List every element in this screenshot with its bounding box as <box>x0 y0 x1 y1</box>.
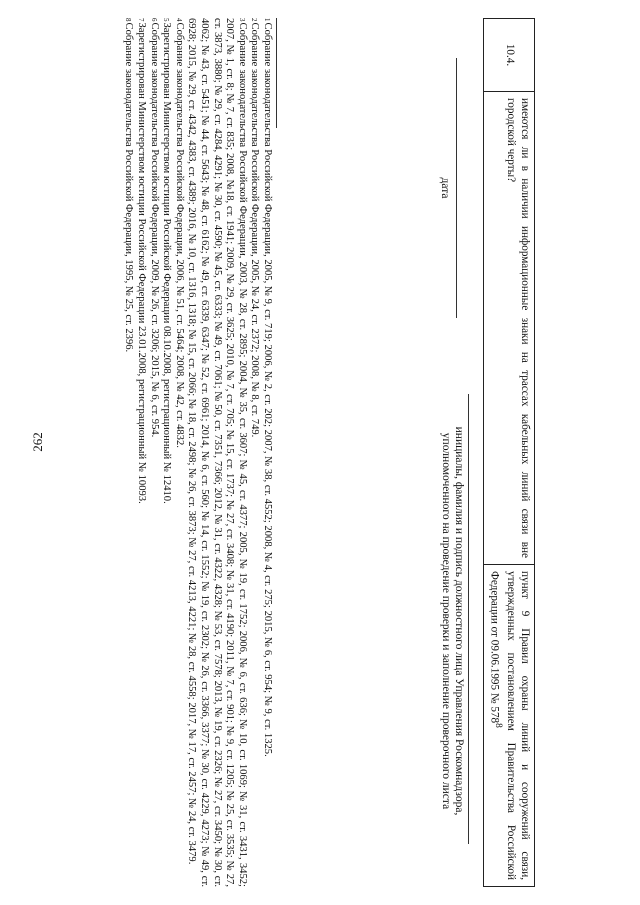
item-reference-footnote-marker: 8 <box>493 723 503 728</box>
item-number: 10.4. <box>483 19 534 92</box>
footnote: $^7$Зарегистрирован Министерством юстиции Российской Федерации 23.01.2008, регистрационный № 10093. <box>136 18 148 504</box>
item-reference-text: пункт 9 Правил охраны линий и сооружений связи, утвержденных постановлением Правительства Российской Федерации от 09.06.1995 № 578 <box>488 571 531 880</box>
footnote: $^3$Собрание законодательства Российской Федерации, 2003, № 28, ст. 2895; 2004, № 35, ст. 3607; № 45, ст. 4377; 2005, № 19, ст. 1752; 2006, № 6, ст. 636; № 10, ст. 1069; № 31, ст. 3431, 3452; 2007, № 1, ст. 8; № 7, ст. 835; 2008, №18, ст. 1941; 2009, № 29, ст. 3625; 2010, № 7, ст. 705; № 15, ст. 1737; № 27, ст. 3408; № 31, ст. 4190; 2011, № 7, ст. 901; № 9, ст. 1205; № 25, ст. 3535; № 27, ст. 3873, 3880; № 29, ст. 4284, 4291; № 30, ст. 4590; № 45, ст. 6333; № 49, ст. 7061; № 50, ст. 7351, 7366; 2012, № 31, ст. 4322, 4328; № 53, ст. 7578; 2013, № 19, ст. 2326; № 27, ст. 3450; № 30, ст. 4062; № 43, ст. 5451; № 44, ст. 5643; № 48, ст. 6162; № 49, ст. 6339, 6347; № 52, ст. 6961; 2014, № 6, ст. 560; № 14, ст. 1552; № 19, ст. 2302; № 26, ст. 3366, 3377; № 30, ст. 4229, 4273; № 49, ст. 6928; 2015, № 29, ст. 4342, 4383, ст. 4389; 2016, № 10, ст. 1316, 1318; № 15, ст. 2066; № 18, ст. 2498; № 26, ст. 3873; № 27, ст. 4213, 4221; № 28, ст. 4558; 2017, № 17, ст. 2457; № 24, ст. 3479. <box>186 18 248 887</box>
footnote: $^1$Собрание законодательства Российской Федерации, 2005, № 9, ст. 719; 2006, № 2, ст. 202; 2007, № 38, ст. 4552; 2008, № 4, ст. 275; 2015, № 6, ст. 954; № 9, ст. 1325. <box>262 18 273 757</box>
table-row <box>483 19 534 887</box>
official-signature-label: инициалы, фамилия и подпись должностного лица Управления Роскомнадзора, уполномоченного на проведение проверки и заполнение проверочного листа <box>439 426 465 816</box>
footnote: $^5$Зарегистрирован Министерством юстиции Российской Федерации 08.10.2008, регистрационный № 12410. <box>161 18 173 504</box>
official-signature-line <box>468 394 469 844</box>
footnote: $^8$Собрание законодательства Российской Федерации, 1995, № 25, ст. 2396. <box>123 18 135 353</box>
item-reference <box>483 565 534 887</box>
page-number: 262 <box>30 432 45 452</box>
footnote: $^4$Собрание законодательства Российской Федерации, 2006, № 51, ст. 5464; 2008, № 42, ст. 4832. <box>173 18 185 448</box>
item-question: имеются ли в наличии информационные знаки на трассах кабельных линий связи вне городской черты? <box>483 92 534 565</box>
date-label: дата <box>439 177 451 199</box>
footnote: $^2$Собрание законодательства Российской Федерации, 2005, № 24, ст. 2372; 2008, № 8, ст. 749. <box>249 18 261 438</box>
footnote-divider <box>276 18 277 128</box>
footnotes <box>122 18 277 887</box>
checklist-table <box>483 18 535 887</box>
footnote: $^6$Собрание законодательства Российской Федерации, 2009, № 26, ст. 3206; 2015, № 6, ст. 954. <box>148 18 160 438</box>
date-signature-line <box>456 58 457 318</box>
rotated-page-content <box>88 18 535 887</box>
